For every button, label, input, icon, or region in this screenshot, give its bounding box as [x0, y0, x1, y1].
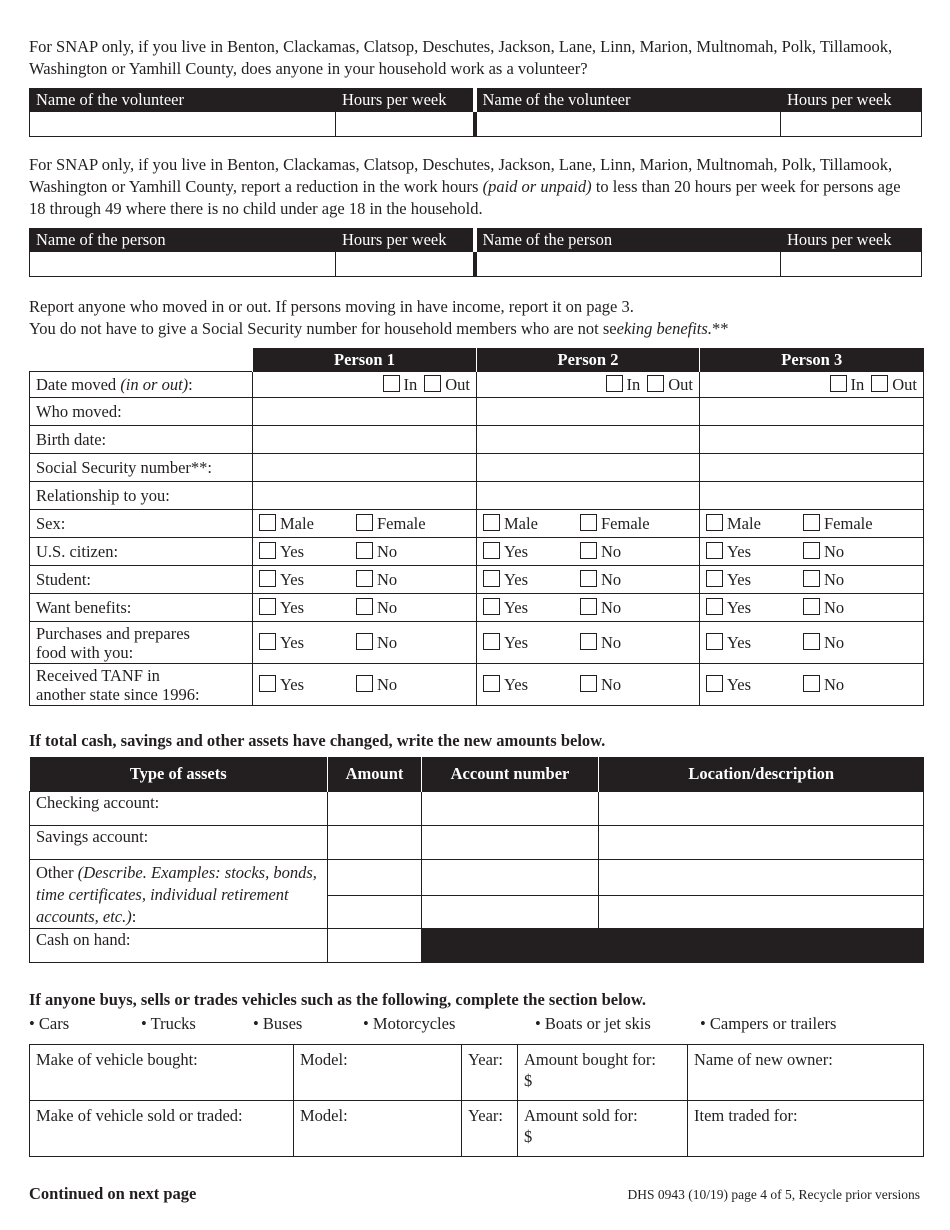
yes-checkbox[interactable] [259, 542, 276, 559]
yes-label: Yes [727, 570, 752, 589]
female-label: Female [377, 514, 426, 533]
no-label: No [601, 598, 622, 617]
no-checkbox[interactable] [580, 570, 597, 587]
out-label: Out [668, 375, 693, 394]
purchases-options [700, 622, 924, 664]
yes-checkbox[interactable] [259, 675, 276, 692]
yes-label: Yes [727, 598, 752, 617]
who-moved-field[interactable] [477, 398, 700, 426]
relationship-label: Relationship to you: [30, 482, 253, 510]
year-sold-field[interactable]: Year: [462, 1101, 518, 1157]
male-label: Male [727, 514, 761, 533]
amount-bought-label: Amount bought for: [524, 1050, 656, 1069]
birth-date-field[interactable] [477, 426, 700, 454]
persons-table [29, 348, 924, 706]
col-header-name: Name of the person [30, 229, 336, 252]
label-line: food with you: [36, 642, 134, 662]
other-location-field[interactable] [599, 860, 924, 896]
other-prefix: Other [36, 863, 78, 882]
label-italic: (in or out) [120, 375, 189, 394]
cash-amount-field[interactable] [328, 929, 422, 963]
student-options [700, 566, 924, 594]
vehicle-type-item: • Campers or trailers [700, 1014, 837, 1033]
female-checkbox[interactable] [356, 514, 373, 531]
yes-label: Yes [504, 542, 529, 561]
col-header-location: Location/description [599, 757, 924, 792]
checking-account-field[interactable] [422, 792, 599, 826]
male-checkbox[interactable] [483, 514, 500, 531]
yes-checkbox[interactable] [259, 570, 276, 587]
reduction-text-end: to less than 20 hours per week for persons age 18 through 49 where there is no child under age 18 in the household. [29, 177, 901, 218]
vehicle-type-item: • Motorcycles [363, 1014, 456, 1033]
label-line: Purchases and prepares [36, 623, 190, 643]
sex-options [477, 510, 700, 538]
yes-checkbox[interactable] [483, 675, 500, 692]
no-label: No [601, 570, 622, 589]
ssn-field[interactable] [700, 454, 924, 482]
no-checkbox[interactable] [356, 675, 373, 692]
no-checkbox[interactable] [803, 570, 820, 587]
year-bought-field[interactable]: Year: [462, 1045, 518, 1101]
yes-label: Yes [280, 598, 305, 617]
no-label: No [824, 570, 845, 589]
vehicle-types-list [29, 1014, 919, 1036]
no-checkbox[interactable] [356, 598, 373, 615]
no-checkbox[interactable] [356, 570, 373, 587]
yes-checkbox[interactable] [706, 633, 723, 650]
col-header-hours: Hours per week [781, 229, 922, 252]
no-checkbox[interactable] [803, 542, 820, 559]
yes-checkbox[interactable] [259, 633, 276, 650]
reduction-italic: (paid or unpaid) [482, 177, 592, 196]
yes-checkbox[interactable] [706, 570, 723, 587]
form-id: DHS 0943 (10/19) page 4 of 5, Recycle prior versions [627, 1187, 920, 1202]
yes-checkbox[interactable] [706, 598, 723, 615]
person-2-header: Person 2 [477, 348, 700, 372]
purchases-options [477, 622, 700, 664]
assets-table [29, 757, 924, 963]
no-label: No [601, 675, 622, 694]
citizen-options [477, 538, 700, 566]
person-name-field[interactable] [30, 252, 336, 277]
no-label: No [601, 633, 622, 652]
out-checkbox[interactable] [871, 375, 888, 392]
col-header-type: Type of assets [30, 757, 328, 792]
sex-label: Sex: [30, 510, 253, 538]
vehicle-type-item: • Trucks [141, 1014, 196, 1033]
checking-amount-field[interactable] [328, 792, 422, 826]
other-suffix: : [131, 907, 137, 926]
no-label: No [377, 633, 398, 652]
tanf-options [477, 664, 700, 706]
item-traded-field[interactable]: Item traded for: [688, 1101, 924, 1157]
relationship-field[interactable] [477, 482, 700, 510]
vehicle-type-item: • Cars [29, 1014, 70, 1033]
other-account-field[interactable] [422, 860, 599, 896]
in-checkbox[interactable] [606, 375, 623, 392]
col-header-name: Name of the volunteer [475, 89, 781, 112]
yes-label: Yes [280, 633, 305, 652]
col-header-hours: Hours per week [781, 89, 922, 112]
col-header-name: Name of the volunteer [30, 89, 336, 112]
birth-date-label: Birth date: [30, 426, 253, 454]
model-sold-field[interactable]: Model: [294, 1101, 462, 1157]
new-owner-field[interactable]: Name of new owner: [688, 1045, 924, 1101]
no-checkbox[interactable] [803, 675, 820, 692]
no-label: No [824, 675, 845, 694]
relationship-field[interactable] [253, 482, 477, 510]
label-line: Received TANF in [36, 665, 160, 685]
label-text: Date moved [36, 375, 117, 394]
reduction-table [29, 228, 922, 277]
date-moved-field[interactable] [477, 372, 700, 398]
volunteer-name-field[interactable] [30, 112, 336, 137]
shaded-area [422, 929, 924, 963]
who-moved-field[interactable] [253, 398, 477, 426]
no-checkbox[interactable] [580, 598, 597, 615]
citizen-options [700, 538, 924, 566]
yes-label: Yes [727, 633, 752, 652]
no-checkbox[interactable] [803, 598, 820, 615]
in-checkbox[interactable] [383, 375, 400, 392]
in-label: In [850, 375, 865, 394]
student-options [477, 566, 700, 594]
male-checkbox[interactable] [706, 514, 723, 531]
vehicles-heading: If anyone buys, sells or trades vehicles such as the following, complete the section below. [29, 990, 647, 1009]
want-benefits-label: Want benefits: [30, 594, 253, 622]
yes-label: Yes [504, 633, 529, 652]
yes-label: Yes [504, 675, 529, 694]
volunteer-hours-field[interactable] [781, 112, 922, 137]
want-benefits-options [477, 594, 700, 622]
amount-sold-label: Amount sold for: [524, 1106, 638, 1125]
person-hours-field[interactable] [781, 252, 922, 277]
other-amount-field[interactable] [328, 896, 422, 929]
no-checkbox[interactable] [580, 633, 597, 650]
other-amount-field[interactable] [328, 860, 422, 896]
out-label: Out [892, 375, 917, 394]
yes-label: Yes [504, 598, 529, 617]
assets-heading: If total cash, savings and other assets have changed, write the new amounts below. [29, 731, 606, 750]
male-checkbox[interactable] [259, 514, 276, 531]
citizen-label: U.S. citizen: [30, 538, 253, 566]
out-checkbox[interactable] [647, 375, 664, 392]
birth-date-field[interactable] [700, 426, 924, 454]
make-sold-field[interactable]: Make of vehicle sold or traded: [30, 1101, 294, 1157]
yes-checkbox[interactable] [483, 570, 500, 587]
yes-label: Yes [280, 675, 305, 694]
tanf-label [30, 664, 253, 706]
student-options [253, 566, 477, 594]
make-bought-field[interactable]: Make of vehicle bought: [30, 1045, 294, 1101]
no-label: No [377, 675, 398, 694]
female-checkbox[interactable] [803, 514, 820, 531]
no-checkbox[interactable] [356, 633, 373, 650]
ssn-field[interactable] [253, 454, 477, 482]
other-assets-label [30, 860, 328, 929]
savings-account-field[interactable] [422, 826, 599, 860]
col-header-name: Name of the person [475, 229, 781, 252]
want-benefits-options [253, 594, 477, 622]
in-label: In [403, 375, 418, 394]
want-benefits-options [700, 594, 924, 622]
date-moved-label [30, 372, 253, 398]
yes-label: Yes [280, 542, 305, 561]
vehicles-table [29, 1044, 924, 1157]
other-location-field[interactable] [599, 896, 924, 929]
no-label: No [824, 633, 845, 652]
person-1-header: Person 1 [253, 348, 477, 372]
col-header-account: Account number [422, 757, 599, 792]
female-label: Female [824, 514, 873, 533]
savings-location-field[interactable] [599, 826, 924, 860]
no-label: No [824, 542, 845, 561]
tanf-options [700, 664, 924, 706]
yes-checkbox[interactable] [706, 542, 723, 559]
date-moved-field[interactable] [253, 372, 477, 398]
moves-line-1: Report anyone who moved in or out. If persons moving in have income, report it on page 3. [29, 297, 634, 316]
volunteer-hours-field[interactable] [336, 112, 475, 137]
other-italic: (Describe. Examples: stocks, bonds, time certificates, individual retirement accounts, etc.) [36, 863, 317, 926]
yes-checkbox[interactable] [259, 598, 276, 615]
female-label: Female [601, 514, 650, 533]
relationship-field[interactable] [700, 482, 924, 510]
person-name-field[interactable] [475, 252, 781, 277]
no-label: No [377, 570, 398, 589]
model-bought-field[interactable]: Model: [294, 1045, 462, 1101]
no-label: No [601, 542, 622, 561]
purchases-label [30, 622, 253, 664]
student-label: Student: [30, 566, 253, 594]
sex-options [700, 510, 924, 538]
reduction-question [29, 154, 919, 220]
savings-label: Savings account: [30, 826, 328, 860]
dollar-sign: $ [524, 1127, 533, 1146]
citizen-options [253, 538, 477, 566]
yes-label: Yes [727, 675, 752, 694]
moves-line-2-italic: eking benefits. [616, 319, 712, 338]
volunteer-table [29, 88, 922, 137]
dollar-sign: $ [524, 1071, 533, 1090]
amount-sold-field[interactable] [518, 1101, 688, 1157]
in-checkbox[interactable] [830, 375, 847, 392]
no-label: No [377, 542, 398, 561]
male-label: Male [280, 514, 314, 533]
label-colon: : [188, 375, 193, 394]
checking-label: Checking account: [30, 792, 328, 826]
moves-line-2 [29, 318, 919, 340]
amount-bought-field[interactable] [518, 1045, 688, 1101]
moves-line-2-text: You do not have to give a Social Security number for household members who are not se [29, 319, 617, 338]
yes-checkbox[interactable] [483, 542, 500, 559]
person-3-header: Person 3 [700, 348, 924, 372]
out-checkbox[interactable] [424, 375, 441, 392]
yes-label: Yes [727, 542, 752, 561]
col-header-hours: Hours per week [336, 89, 475, 112]
sex-options [253, 510, 477, 538]
no-checkbox[interactable] [356, 542, 373, 559]
moves-line-2-end: ** [711, 319, 729, 338]
no-label: No [824, 598, 845, 617]
in-label: In [626, 375, 641, 394]
other-account-field[interactable] [422, 896, 599, 929]
ssn-field[interactable] [477, 454, 700, 482]
vehicle-type-item: • Boats or jet skis [535, 1014, 651, 1033]
yes-checkbox[interactable] [483, 598, 500, 615]
cash-label: Cash on hand: [30, 929, 328, 963]
col-header-amount: Amount [328, 757, 422, 792]
reduction-text: For SNAP only, if you live in Benton, Clackamas, Clatsop, Deschutes, Jackson, Lane, Linn, Marion, Multnomah, Polk, Tillamook, Washington or Yamhill County, report a reduction in the work hours [29, 155, 893, 196]
who-moved-label: Who moved: [30, 398, 253, 426]
continued-note: Continued on next page [29, 1184, 197, 1203]
no-checkbox[interactable] [580, 675, 597, 692]
label-line: another state since 1996: [36, 684, 200, 704]
ssn-label: Social Security number**: [30, 454, 253, 482]
checking-location-field[interactable] [599, 792, 924, 826]
vehicle-type-item: • Buses [253, 1014, 303, 1033]
col-header-hours: Hours per week [336, 229, 475, 252]
person-hours-field[interactable] [336, 252, 475, 277]
tanf-options [253, 664, 477, 706]
savings-amount-field[interactable] [328, 826, 422, 860]
no-label: No [377, 598, 398, 617]
purchases-options [253, 622, 477, 664]
yes-checkbox[interactable] [483, 633, 500, 650]
yes-label: Yes [504, 570, 529, 589]
male-label: Male [504, 514, 538, 533]
yes-label: Yes [280, 570, 305, 589]
volunteer-question: For SNAP only, if you live in Benton, Clackamas, Clatsop, Deschutes, Jackson, Lane, Linn, Marion, Multnomah, Polk, Tillamook, Washington or Yamhill County, does anyone in your household work as a volunteer? [29, 37, 893, 78]
no-checkbox[interactable] [803, 633, 820, 650]
yes-checkbox[interactable] [706, 675, 723, 692]
birth-date-field[interactable] [253, 426, 477, 454]
out-label: Out [445, 375, 470, 394]
no-checkbox[interactable] [580, 542, 597, 559]
who-moved-field[interactable] [700, 398, 924, 426]
date-moved-field[interactable] [700, 372, 924, 398]
female-checkbox[interactable] [580, 514, 597, 531]
volunteer-name-field[interactable] [475, 112, 781, 137]
